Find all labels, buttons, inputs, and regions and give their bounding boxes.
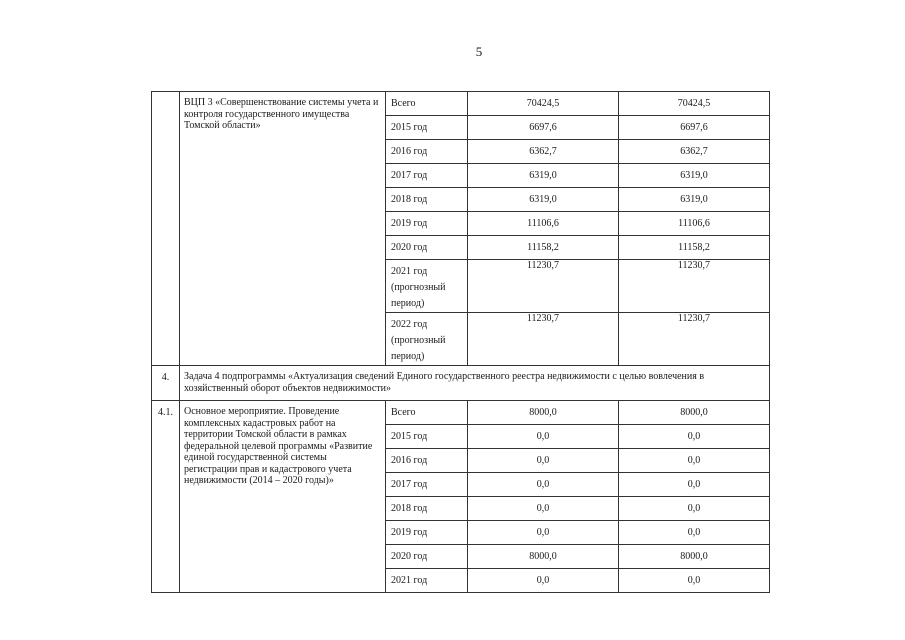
value-cell: 70424,5	[468, 92, 619, 116]
value-cell: 11106,6	[619, 212, 770, 236]
value-cell: 0,0	[468, 473, 619, 497]
year-cell: Всего	[386, 401, 468, 425]
value-cell: 11158,2	[619, 236, 770, 260]
page-number: 5	[475, 44, 483, 59]
value-cell: 6697,6	[468, 116, 619, 140]
value-cell: 0,0	[468, 425, 619, 449]
row-number: 4.	[152, 366, 180, 401]
value-cell: 0,0	[619, 473, 770, 497]
year-cell: 2021 год (прогнозный период)	[386, 260, 468, 313]
value-cell: 8000,0	[468, 545, 619, 569]
value-cell: 6362,7	[468, 140, 619, 164]
row-number	[152, 92, 180, 366]
value-cell: 11230,7	[619, 260, 770, 313]
year-cell: Всего	[386, 92, 468, 116]
value-cell: 8000,0	[619, 401, 770, 425]
value-cell: 6319,0	[468, 164, 619, 188]
value-cell: 11106,6	[468, 212, 619, 236]
table-row	[152, 92, 770, 116]
year-cell: 2018 год	[386, 188, 468, 212]
value-cell: 6319,0	[468, 188, 619, 212]
table-row	[152, 366, 770, 401]
value-cell: 6362,7	[619, 140, 770, 164]
year-cell: 2015 год	[386, 116, 468, 140]
value-cell: 8000,0	[619, 545, 770, 569]
year-cell: 2021 год	[386, 569, 468, 593]
year-cell: 2017 год	[386, 473, 468, 497]
budget-table	[151, 91, 770, 593]
year-cell: 2015 год	[386, 425, 468, 449]
year-cell: 2020 год	[386, 545, 468, 569]
value-cell: 8000,0	[468, 401, 619, 425]
year-cell: 2020 год	[386, 236, 468, 260]
table-row	[152, 401, 770, 425]
value-cell: 11230,7	[468, 313, 619, 366]
task-heading: Задача 4 подпрограммы «Актуализация сведений Единого государственного реестра недвижимости с целью вовлечения в хозяйственный оборот объектов недвижимости»	[180, 366, 770, 401]
year-cell: 2018 год	[386, 497, 468, 521]
value-cell: 6697,6	[619, 116, 770, 140]
value-cell: 11230,7	[619, 313, 770, 366]
value-cell: 0,0	[619, 569, 770, 593]
value-cell: 70424,5	[619, 92, 770, 116]
year-cell: 2019 год	[386, 521, 468, 545]
value-cell: 0,0	[619, 425, 770, 449]
row-number: 4.1.	[152, 401, 180, 593]
year-cell: 2016 год	[386, 449, 468, 473]
value-cell: 0,0	[619, 497, 770, 521]
year-cell: 2017 год	[386, 164, 468, 188]
value-cell: 0,0	[468, 521, 619, 545]
value-cell: 0,0	[619, 521, 770, 545]
activity-name: Основное мероприятие. Проведение комплексных кадастровых работ на территории Томской области в рамках федеральной целевой программы «Развитие единой государственной системы регистрации прав и кадастрового учета недвижимости (2014 – 2020 годы)»	[180, 401, 386, 593]
value-cell: 11230,7	[468, 260, 619, 313]
value-cell: 6319,0	[619, 188, 770, 212]
value-cell: 6319,0	[619, 164, 770, 188]
program-name: ВЦП 3 «Совершенствование системы учета и контроля государственного имущества Томской области»	[180, 92, 386, 366]
year-cell: 2016 год	[386, 140, 468, 164]
year-cell: 2022 год (прогнозный период)	[386, 313, 468, 366]
value-cell: 0,0	[468, 497, 619, 521]
year-cell: 2019 год	[386, 212, 468, 236]
value-cell: 0,0	[468, 569, 619, 593]
value-cell: 11158,2	[468, 236, 619, 260]
value-cell: 0,0	[619, 449, 770, 473]
value-cell: 0,0	[468, 449, 619, 473]
